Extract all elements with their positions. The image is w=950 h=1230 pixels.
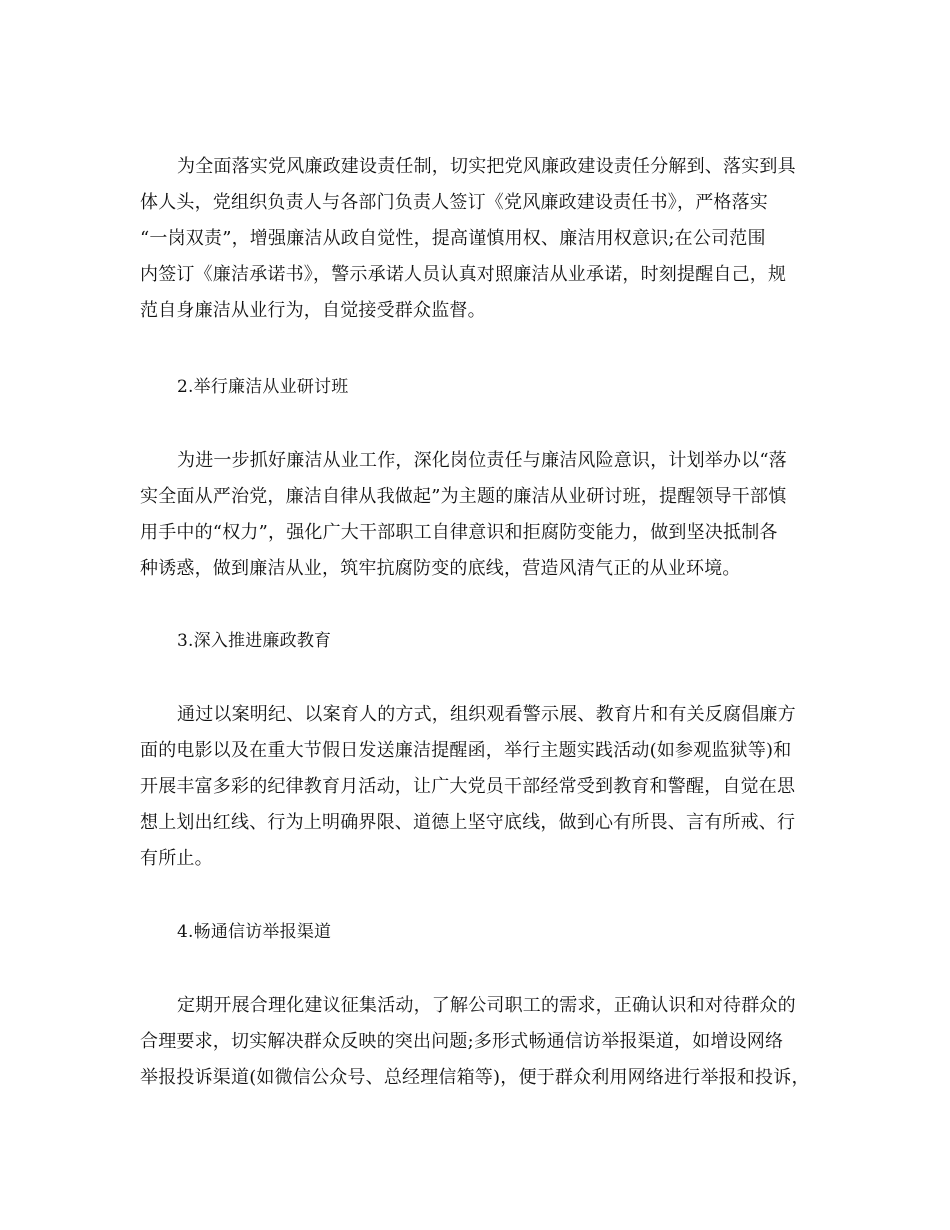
paragraph-3-line-1: 通过以案明纪、以案育人的方式，组织观看警示展、教育片和有关反腐倡廉方 bbox=[177, 704, 796, 725]
paragraph-1-line-2: 体人头，党组织负责人与各部门负责人签订《党风廉政建设责任书》，严格落实 bbox=[140, 192, 768, 213]
paragraph-2-line-2: 实全面从严治党，廉洁自律从我做起”为主题的廉洁从业研讨班，提醒领导干部慎 bbox=[140, 486, 787, 507]
paragraph-2-line-4: 种诱惑，做到廉洁从业，筑牢抗腐防变的底线，营造风清气正的从业环境。 bbox=[140, 558, 741, 579]
paragraph-1-line-5: 范自身廉洁从业行为，自觉接受群众监督。 bbox=[140, 300, 486, 321]
paragraph-3-line-2: 面的电影以及在重大节假日发送廉洁提醒函，举行主题实践活动(如参观监狱等)和 bbox=[140, 740, 792, 761]
paragraph-4-line-3: 举报投诉渠道(如微信公众号、总经理信箱等)，便于群众利用网络进行举报和投诉， bbox=[140, 1067, 810, 1088]
paragraph-1-line-4: 内签订《廉洁承诺书》，警示承诺人员认真对照廉洁从业承诺，时刻提醒自己，规 bbox=[140, 264, 787, 285]
paragraph-4-line-1: 定期开展合理化建议征集活动，了解公司职工的需求，正确认识和对待群众的 bbox=[177, 995, 796, 1016]
paragraph-1-line-1: 为全面落实党风廉政建设责任制，切实把党风廉政建设责任分解到、落实到具 bbox=[177, 156, 796, 177]
paragraph-4-line-2: 合理要求，切实解决群众反映的突出问题;多形式畅通信访举报渠道，如增设网络 bbox=[140, 1031, 784, 1052]
section-heading-2: 2.举行廉洁从业研讨班 bbox=[177, 377, 349, 397]
section-heading-4: 4.畅通信访举报渠道 bbox=[177, 922, 332, 942]
paragraph-3-line-5: 有所止。 bbox=[140, 848, 213, 869]
paragraph-2-line-1: 为进一步抓好廉洁从业工作，深化岗位责任与廉洁风险意识，计划举办以“落 bbox=[177, 450, 787, 471]
paragraph-2-line-3: 用手中的“权力”，强化广大干部职工自律意识和拒腐防变能力，做到坚决抵制各 bbox=[140, 522, 778, 543]
paragraph-3-line-4: 想上划出红线、行为上明确界限、道德上坚守底线，做到心有所畏、言有所戒、行 bbox=[140, 812, 796, 833]
paragraph-3-line-3: 开展丰富多彩的纪律教育月活动，让广大党员干部经常受到教育和警醒，自觉在思 bbox=[140, 776, 796, 797]
paragraph-1-line-3: “一岗双责”，增强廉洁从政自觉性，提高谨慎用权、廉洁用权意识;在公司范围 bbox=[140, 228, 766, 249]
section-heading-3: 3.深入推进廉政教育 bbox=[177, 631, 332, 651]
